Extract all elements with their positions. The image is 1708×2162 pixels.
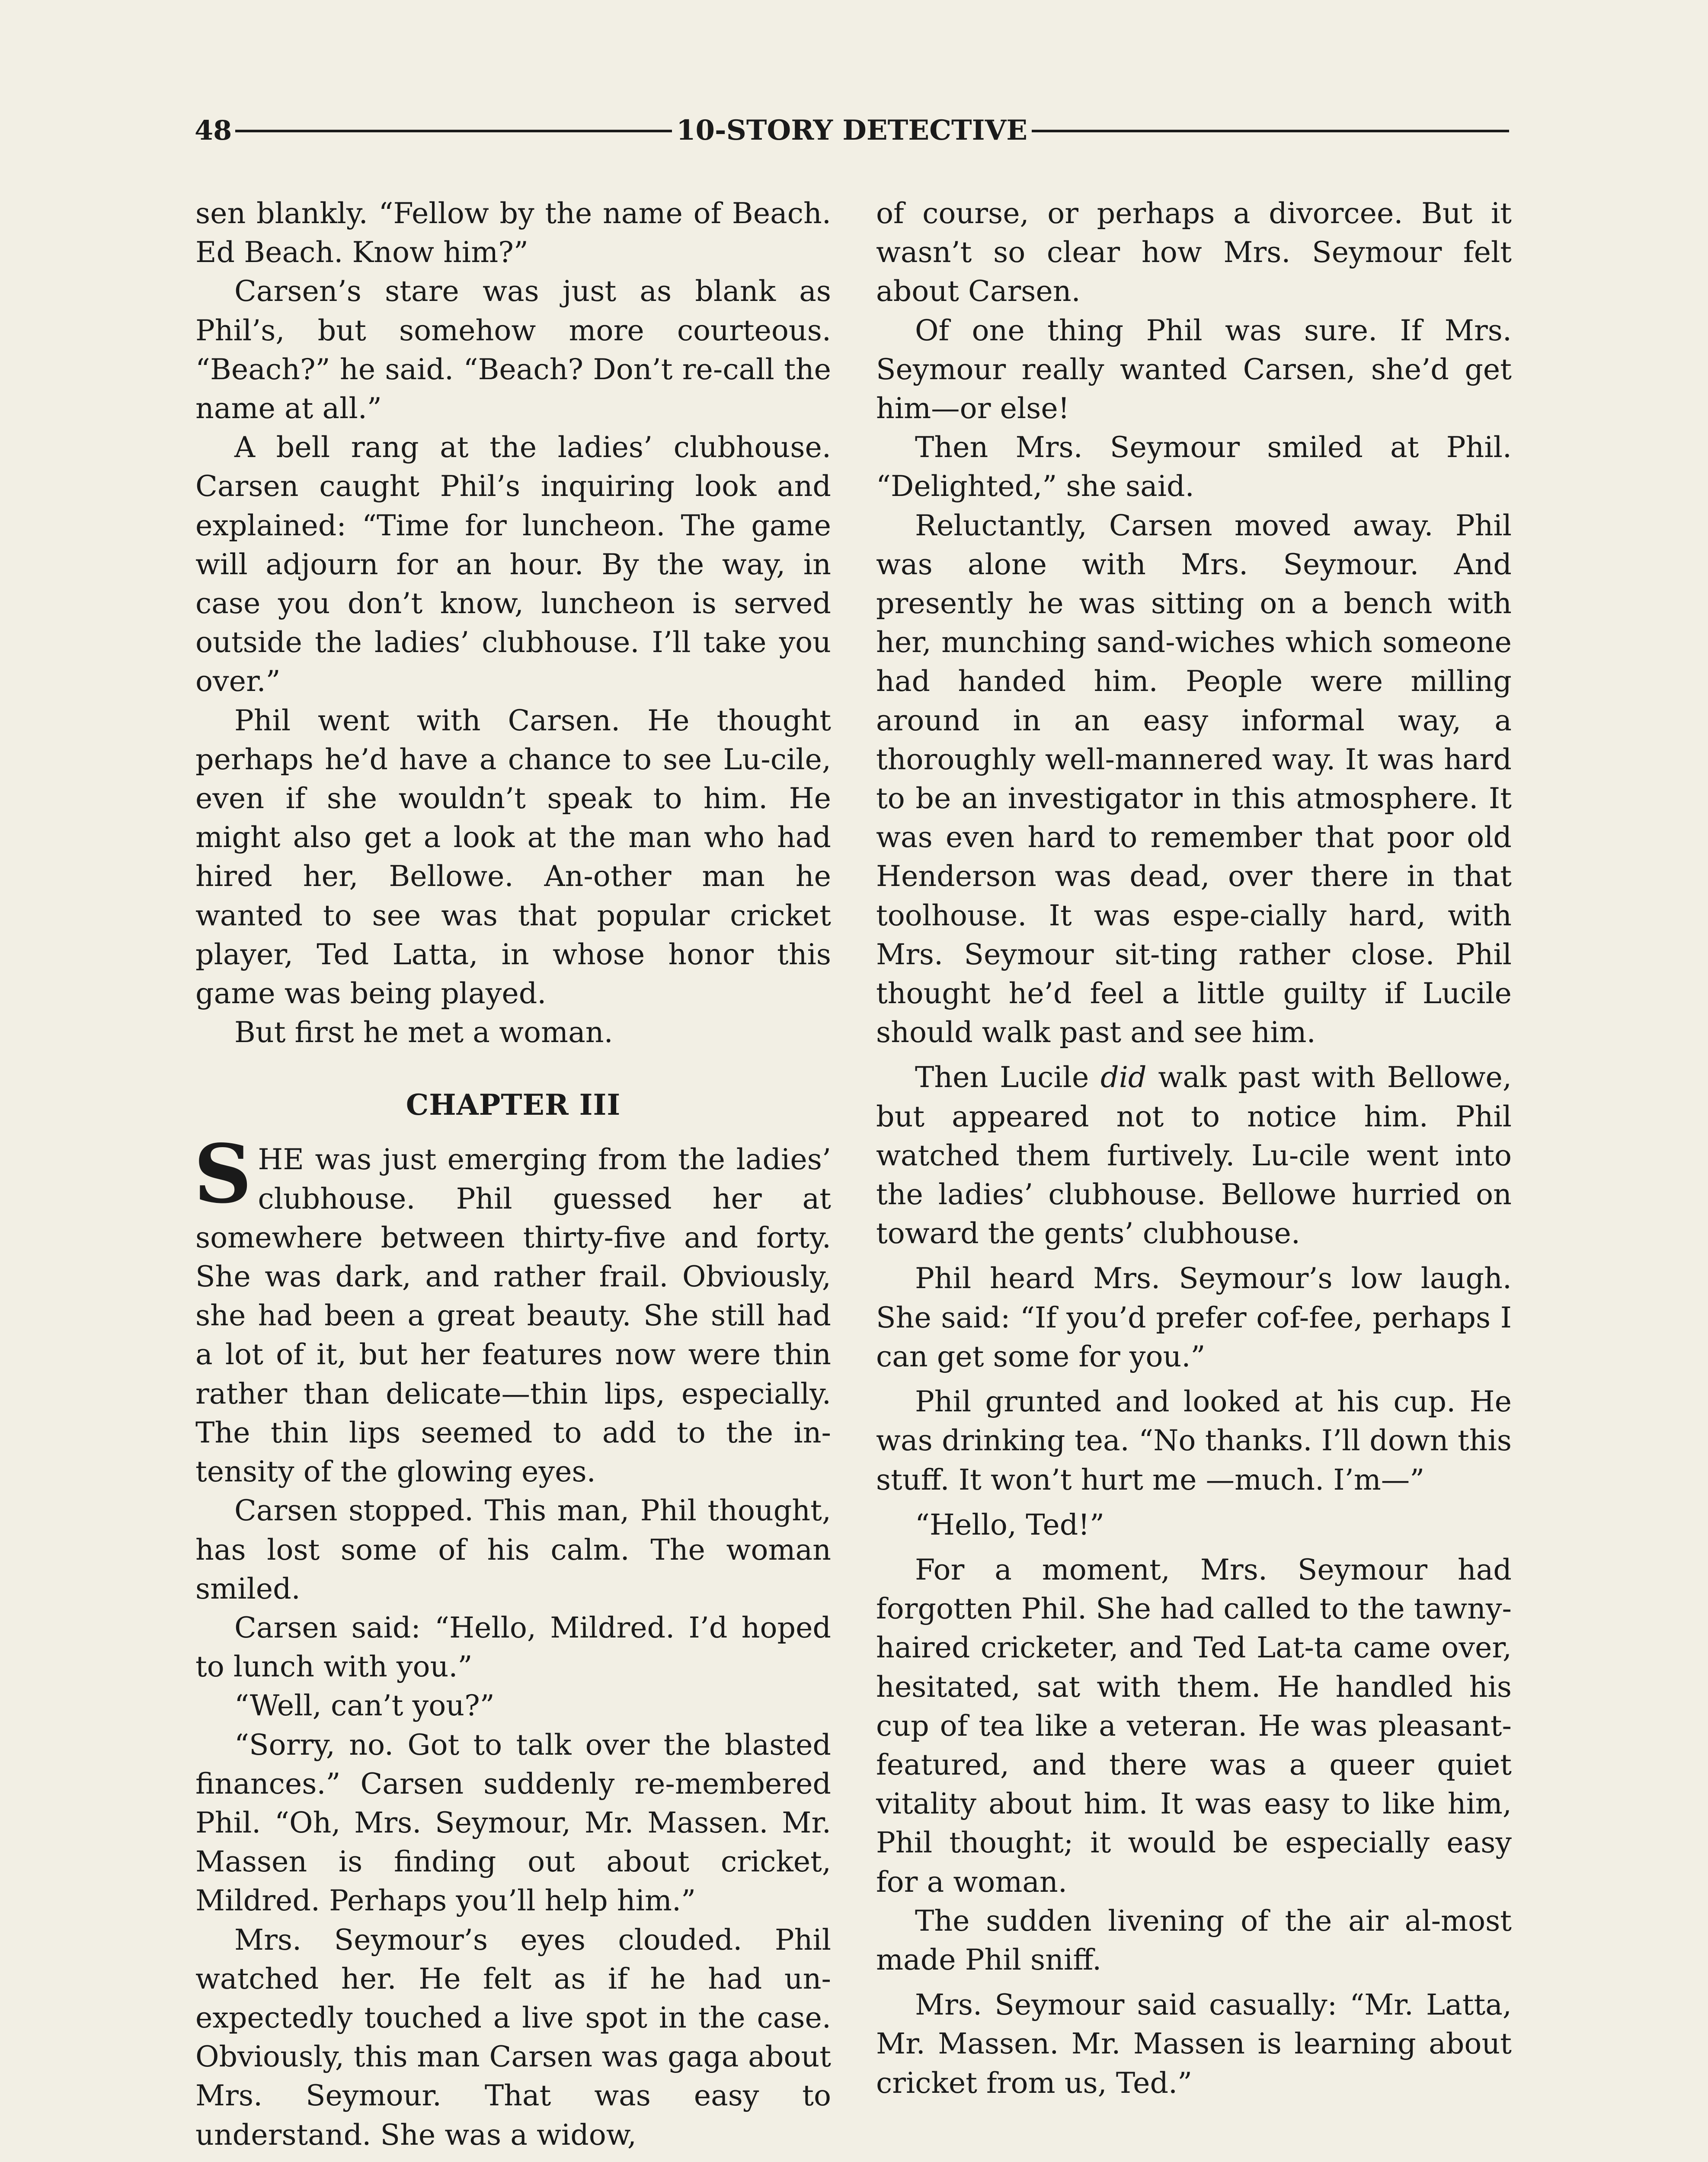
chapter-heading: CHAPTER III — [406, 1088, 621, 1122]
paragraph-text: HE was just emerging from the ladies’ clubhouse. Phil guessed her at somewhere between thirty-five and forty. She was dark, and rather frail. Obviously, she had been a great beauty. She still had a lot of it, but her features now were thin rather than delicate—thin lips, especially. The thin lips seemed to add to the in-tensity of the glowing eyes. — [195, 1142, 831, 1489]
paragraph: Mrs. Seymour said casually: “Mr. Latta, Mr. Massen. Mr. Massen is learning about cricket from us, Ted.” — [876, 1988, 1512, 2100]
emphasis-text: did — [1100, 1060, 1147, 1094]
paragraph: Carsen said: “Hello, Mildred. I’d hoped to lunch with you.” — [195, 1610, 831, 1684]
paragraph: Phil grunted and looked at his cup. He was drinking tea. “No thanks. I’ll down this stuff. It won’t hurt me —much. I’m—” — [876, 1385, 1512, 1497]
paragraph: “Sorry, no. Got to talk over the blasted finances.” Carsen suddenly re-membered Phil. “Oh, Mrs. Seymour, Mr. Massen. Mr. Massen is finding out about cricket, Mildred. Perhaps you’ll help him.” — [195, 1727, 831, 1918]
paragraph: Carsen’s stare was just as blank as Phil’s, but somehow more courteous. “Beach?” he said. “Beach? Don’t re-call the name at all.” — [195, 274, 831, 425]
paragraph: Reluctantly, Carsen moved away. Phil was alone with Mrs. Seymour. And presently he was sitting on a bench with her, munching sand-wiches which someone had handed him. People were milling around in an easy informal way, a thoroughly well-mannered way. It was hard to be an investigator in this atmosphere. It was even hard to remember that poor old Henderson was dead, over there in that toolhouse. It was espe-cially hard, with Mrs. Seymour sit-ting rather close. Phil thought he’d feel a little guilty if Lucile should walk past and see him. — [876, 508, 1512, 1049]
page-number: 48 — [195, 113, 235, 148]
paragraph: Of one thing Phil was sure. If Mrs. Seymour really wanted Carsen, she’d get him—or else! — [876, 313, 1512, 425]
page-header — [195, 113, 1509, 148]
magazine-title-text: 10-STORY DETECTIVE — [672, 114, 1032, 147]
paragraph: Phil went with Carsen. He thought perhaps he’d have a chance to see Lu-cile, even if she wouldn’t speak to him. He might also get a look at the man who had hired her, Bellowe. An-other man he wanted to see was that popular cricket player, Ted Latta, in whose honor this game was being played. — [195, 703, 831, 1011]
paragraph-text: walk past with Bellowe, but appeared not to notice him. Phil watched them furtively. Lu-cile went into the ladies’ clubhouse. Bellowe hurried on toward the gents’ clubhouse. — [876, 1060, 1512, 1251]
paragraph: of course, or perhaps a divorcee. But it wasn’t so clear how Mrs. Seymour felt about Carsen. — [876, 196, 1512, 308]
left-column — [195, 194, 831, 2154]
paragraph: But first he met a woman. — [234, 1015, 613, 1049]
paragraph: sen blankly. “Fellow by the name of Beach. Ed Beach. Know him?” — [195, 196, 831, 269]
paragraph — [876, 1058, 1512, 1253]
paragraph: Mrs. Seymour’s eyes clouded. Phil watched her. He felt as if he had un-expectedly touched a live spot in the case. Obviously, this man Carsen was gaga about Mrs. Seymour. That was easy to understand. She was a widow, — [195, 1922, 831, 2152]
paragraph: Then Mrs. Seymour smiled at Phil. “Delighted,” she said. — [876, 430, 1512, 503]
right-column — [876, 194, 1512, 2102]
magazine-title — [195, 113, 1509, 148]
paragraph: For a moment, Mrs. Seymour had forgotten Phil. She had called to the tawny-haired cricketer, and Ted Lat-ta came over, hesitated, sat with them. He handled his cup of tea like a veteran. He was pleasant-featured, and there was a queer quiet vitality about him. It was easy to like him, Phil thought; it would be especially easy for a woman. — [876, 1552, 1512, 1899]
paragraph: “Hello, Ted!” — [915, 1507, 1105, 1542]
paragraph: Carsen stopped. This man, Phil thought, has lost some of his calm. The woman smiled. — [195, 1494, 831, 1606]
paragraph: The sudden livening of the air al-most made Phil sniff. — [876, 1903, 1512, 1977]
paragraph-text: Then Lucile — [915, 1060, 1101, 1094]
paragraph: Phil heard Mrs. Seymour’s low laugh. She said: “If you’d prefer cof-fee, perhaps I can get some for you.” — [876, 1261, 1512, 1373]
drop-cap: S — [194, 1126, 252, 1222]
chapter-opening-paragraph — [194, 1126, 831, 1491]
paragraph: “Well, can’t you?” — [234, 1689, 495, 1723]
paragraph: A bell rang at the ladies’ clubhouse. Carsen caught Phil’s inquiring look and explained: “Time for luncheon. The game will adjourn for an hour. By the way, in case you don’t know, luncheon is served outside the ladies’ clubhouse. I’ll take you over.” — [195, 430, 831, 698]
